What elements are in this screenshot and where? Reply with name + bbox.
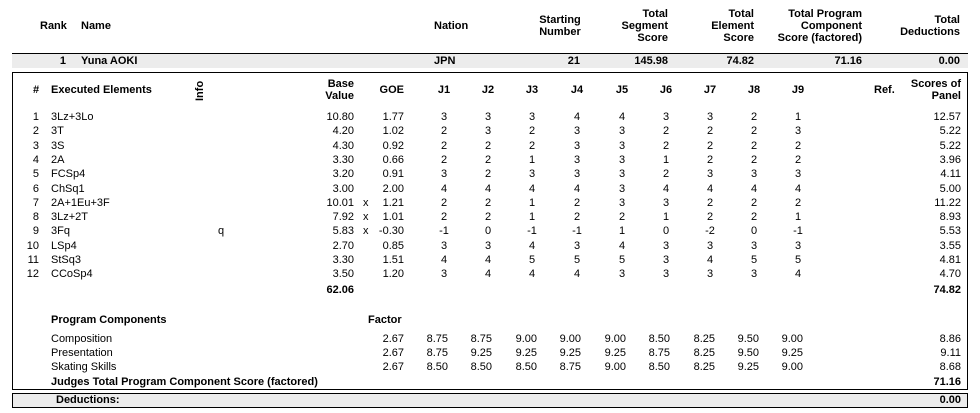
skater-name: Yuna AOKI [81, 55, 138, 67]
skater-starting-number: 21 [567, 55, 580, 67]
element-judge-score: 3 [484, 125, 492, 137]
element-number: 10 [26, 240, 39, 252]
element-name: 2A+1Eu+3F [51, 197, 110, 209]
base-value-total: 62.06 [326, 284, 354, 296]
element-judge-score: 3 [618, 168, 626, 180]
element-judge-score: -1 [793, 225, 803, 237]
element-judge-score: 3 [662, 197, 670, 209]
element-goe: 2.00 [382, 183, 404, 195]
component-judge-score: 9.00 [515, 333, 537, 345]
skater-tss: 145.98 [634, 55, 668, 67]
element-base-value: 10.80 [326, 111, 354, 123]
component-name: Skating Skills [51, 361, 117, 373]
element-judge-score: 2 [662, 140, 670, 152]
component-judge-score: 8.75 [648, 347, 670, 359]
element-judge-score: 1 [662, 211, 670, 223]
element-number: 1 [32, 111, 39, 123]
element-judge-score: 3 [750, 240, 758, 252]
element-judge-score: 2 [528, 140, 536, 152]
element-judge-score: 2 [706, 211, 714, 223]
element-judge-score: 3 [662, 111, 670, 123]
element-judge-score: 2 [662, 168, 670, 180]
deductions-row [12, 393, 968, 408]
element-judge-score: 2 [706, 125, 714, 137]
element-judge-score: 3 [662, 240, 670, 252]
element-goe: 1.01 [382, 211, 404, 223]
component-name: Composition [51, 333, 113, 345]
element-panel-score: 8.93 [939, 211, 961, 223]
element-goe: 1.21 [382, 197, 404, 209]
component-judge-score: 9.00 [781, 333, 803, 345]
skater-tes: 74.82 [726, 55, 754, 67]
element-panel-score: 3.55 [939, 240, 961, 252]
base-value-header: Base Value [325, 78, 354, 102]
executed-elements-header: Executed Elements [51, 84, 152, 96]
element-judge-score: 2 [750, 154, 758, 166]
element-judge-score: 3 [662, 268, 670, 280]
element-judge-score: -2 [705, 225, 715, 237]
element-judge-score: 4 [484, 183, 492, 195]
element-name: StSq3 [51, 254, 81, 266]
element-name: 3S [51, 140, 65, 152]
element-judge-score: -1 [439, 225, 449, 237]
element-judge-score: 3 [573, 168, 581, 180]
element-judge-score: 0 [750, 225, 758, 237]
element-panel-score: 4.11 [940, 168, 961, 180]
element-name: CCoSp4 [51, 268, 93, 280]
deductions-label: Deductions: [56, 394, 120, 406]
element-judge-score: 2 [794, 140, 802, 152]
component-judge-score: 8.25 [693, 347, 715, 359]
component-panel-score: 8.68 [939, 361, 961, 373]
element-panel-score: 5.00 [939, 183, 961, 195]
component-judge-score: 8.75 [470, 333, 492, 345]
element-goe: -0.30 [378, 225, 404, 237]
element-judge-score: 2 [618, 211, 626, 223]
element-name: 3T [51, 125, 64, 137]
element-judge-score: 4 [528, 183, 536, 195]
judge-header-4: J4 [570, 84, 584, 96]
element-judge-score: 3 [573, 125, 581, 137]
element-info: q [218, 225, 225, 237]
component-judge-score: 9.25 [604, 347, 626, 359]
element-judge-score: 4 [573, 183, 581, 195]
element-panel-score: 4.81 [939, 254, 961, 266]
component-judge-score: 9.00 [604, 333, 626, 345]
element-judge-score: 4 [618, 111, 626, 123]
element-judge-score: 0 [484, 225, 492, 237]
element-goe: 1.02 [382, 125, 404, 137]
element-name: 3Lz+3Lo [51, 111, 94, 123]
component-judge-score: 9.00 [781, 361, 803, 373]
component-judge-score: 8.75 [426, 347, 448, 359]
element-judge-score: 3 [662, 254, 670, 266]
element-base-value: 3.30 [332, 254, 354, 266]
component-judge-score: 9.25 [470, 347, 492, 359]
element-number: 5 [32, 168, 39, 180]
elements-score-total: 74.82 [933, 284, 961, 296]
element-base-value: 4.20 [332, 125, 354, 137]
element-judge-score: 3 [573, 154, 581, 166]
element-name: 3Lz+2T [51, 211, 88, 223]
nation-header: Nation [434, 20, 469, 32]
element-judge-score: 3 [618, 197, 626, 209]
element-judge-score: 1 [662, 154, 670, 166]
skater-pcs: 71.16 [834, 55, 862, 67]
judge-header-9: J9 [791, 84, 805, 96]
element-goe: 1.77 [382, 111, 404, 123]
element-judge-score: 2 [750, 197, 758, 209]
component-judge-score: 9.25 [515, 347, 537, 359]
element-judge-score: 3 [484, 111, 492, 123]
deductions-header: Total Deductions [900, 14, 960, 38]
element-judge-score: 4 [573, 268, 581, 280]
component-judge-score: 8.75 [426, 333, 448, 345]
element-judge-score: 2 [484, 140, 492, 152]
element-judge-score: 3 [440, 111, 448, 123]
element-judge-score: -1 [527, 225, 537, 237]
element-judge-score: 1 [794, 211, 802, 223]
element-judge-score: 1 [528, 154, 536, 166]
element-base-value: 10.01 [326, 197, 354, 209]
element-number: 11 [27, 254, 39, 266]
element-bonus-marker: x [363, 211, 369, 223]
element-judge-score: 2 [750, 140, 758, 152]
element-judge-score: 2 [440, 140, 448, 152]
element-judge-score: 2 [750, 211, 758, 223]
element-number: 12 [26, 268, 39, 280]
element-base-value: 3.30 [332, 154, 354, 166]
component-judge-score: 8.50 [515, 361, 537, 373]
element-goe: 1.51 [382, 254, 404, 266]
element-judge-score: 2 [573, 197, 581, 209]
element-judge-score: 1 [528, 211, 536, 223]
skater-deductions: 0.00 [938, 55, 960, 67]
element-base-value: 5.83 [332, 225, 354, 237]
element-judge-score: 2 [706, 140, 714, 152]
info-header: Info [194, 80, 206, 101]
element-judge-score: 3 [794, 168, 802, 180]
factor-header: Factor [368, 314, 402, 326]
judge-header-1: J1 [437, 84, 451, 96]
element-judge-score: 3 [440, 240, 448, 252]
judge-header-8: J8 [747, 84, 761, 96]
component-judge-score: 8.50 [648, 333, 670, 345]
component-judge-score: 8.50 [470, 361, 492, 373]
element-judge-score: 4 [706, 183, 714, 195]
skater-rank: 1 [59, 55, 66, 67]
judge-header-6: J6 [659, 84, 673, 96]
element-number: 8 [32, 211, 39, 223]
element-base-value: 2.70 [332, 240, 354, 252]
element-judge-score: 4 [662, 183, 670, 195]
element-base-value: 3.00 [332, 183, 354, 195]
element-judge-score: 3 [706, 268, 714, 280]
element-judge-score: 3 [528, 111, 536, 123]
element-goe: 0.92 [382, 140, 404, 152]
element-panel-score: 3.96 [939, 154, 961, 166]
element-number: 6 [32, 183, 39, 195]
element-judge-score: 5 [528, 254, 536, 266]
element-number: 2 [32, 125, 39, 137]
element-judge-score: 4 [440, 254, 448, 266]
element-name: ChSq1 [51, 183, 85, 195]
element-judge-score: 3 [573, 240, 581, 252]
element-name: 2A [51, 154, 65, 166]
element-number: 3 [32, 140, 39, 152]
pcs-header: Total Program Component Score (factored) [777, 8, 862, 44]
starting-number-header: Starting Number [539, 14, 581, 38]
tss-header: Total Segment Score [621, 8, 668, 44]
component-panel-score: 8.86 [939, 333, 961, 345]
component-judge-score: 8.50 [648, 361, 670, 373]
element-judge-score: 2 [706, 197, 714, 209]
goe-header: GOE [379, 84, 404, 96]
element-panel-score: 5.53 [939, 225, 961, 237]
element-judge-score: 1 [794, 111, 802, 123]
component-factor: 2.67 [382, 347, 404, 359]
element-bonus-marker: x [363, 197, 369, 209]
element-name: LSp4 [51, 240, 77, 252]
element-panel-score: 12.57 [933, 111, 961, 123]
element-judge-score: 5 [750, 254, 758, 266]
element-judge-score: 4 [618, 240, 626, 252]
element-judge-score: 5 [618, 254, 626, 266]
judge-header-3: J3 [525, 84, 539, 96]
component-judge-score: 8.25 [693, 361, 715, 373]
element-judge-score: 4 [440, 183, 448, 195]
element-judge-score: 3 [706, 111, 714, 123]
element-judge-score: 4 [573, 111, 581, 123]
element-name: FCSp4 [51, 168, 86, 180]
element-judge-score: 3 [794, 125, 802, 137]
element-panel-score: 5.22 [939, 125, 961, 137]
element-judge-score: 3 [750, 168, 758, 180]
element-judge-score: 3 [618, 154, 626, 166]
element-judge-score: 2 [794, 197, 802, 209]
pcs-total-label: Judges Total Program Component Score (factored) [51, 376, 318, 388]
element-judge-score: 2 [484, 168, 492, 180]
element-judge-score: 4 [528, 240, 536, 252]
element-judge-score: 2 [484, 211, 492, 223]
component-judge-score: 8.25 [693, 333, 715, 345]
element-base-value: 4.30 [332, 140, 354, 152]
element-judge-score: 4 [794, 183, 802, 195]
name-header: Name [81, 20, 111, 32]
component-name: Presentation [51, 347, 113, 359]
element-judge-score: 3 [618, 183, 626, 195]
element-panel-score: 5.22 [939, 140, 961, 152]
element-judge-score: 3 [794, 240, 802, 252]
element-judge-score: 4 [484, 254, 492, 266]
element-number: 9 [32, 225, 39, 237]
element-judge-score: 3 [573, 140, 581, 152]
element-judge-score: 3 [750, 268, 758, 280]
component-judge-score: 9.00 [604, 361, 626, 373]
element-judge-score: 3 [706, 240, 714, 252]
element-judge-score: 3 [618, 140, 626, 152]
program-components-header: Program Components [51, 314, 167, 326]
element-judge-score: 2 [662, 125, 670, 137]
element-judge-score: 2 [750, 125, 758, 137]
element-name: 3Fq [51, 225, 70, 237]
element-judge-score: 4 [750, 183, 758, 195]
judge-header-7: J7 [703, 84, 717, 96]
element-judge-score: 2 [794, 154, 802, 166]
element-judge-score: 3 [484, 240, 492, 252]
element-judge-score: 2 [750, 111, 758, 123]
judge-header-5: J5 [615, 84, 629, 96]
element-number: 4 [32, 154, 39, 166]
element-panel-score: 11.22 [934, 197, 961, 209]
num-header: # [33, 84, 40, 96]
component-panel-score: 9.11 [940, 347, 961, 359]
element-judge-score: 5 [573, 254, 581, 266]
component-judge-score: 9.50 [737, 333, 759, 345]
element-judge-score: 5 [794, 254, 802, 266]
ref-header: Ref. [874, 84, 895, 96]
rank-header: Rank [40, 20, 67, 32]
component-factor: 2.67 [382, 361, 404, 373]
element-goe: 0.66 [382, 154, 404, 166]
element-judge-score: 4 [794, 268, 802, 280]
element-judge-score: 3 [528, 168, 536, 180]
element-judge-score: 4 [484, 268, 492, 280]
scores-of-panel-header: Scores of Panel [910, 78, 961, 102]
element-judge-score: 3 [706, 168, 714, 180]
element-judge-score: 3 [618, 125, 626, 137]
component-factor: 2.67 [382, 333, 404, 345]
element-judge-score: 0 [662, 225, 670, 237]
deductions-value: 0.00 [939, 394, 961, 406]
element-judge-score: 2 [706, 154, 714, 166]
element-judge-score: 2 [573, 211, 581, 223]
element-judge-score: 1 [618, 225, 626, 237]
component-judge-score: 9.25 [781, 347, 803, 359]
pcs-total-value: 71.16 [933, 376, 961, 388]
judge-header-2: J2 [481, 84, 495, 96]
component-judge-score: 8.50 [426, 361, 448, 373]
component-judge-score: 9.25 [559, 347, 581, 359]
element-judge-score: 2 [440, 125, 448, 137]
element-judge-score: 2 [440, 211, 448, 223]
element-bonus-marker: x [363, 225, 369, 237]
element-judge-score: 2 [484, 197, 492, 209]
tes-header: Total Element Score [711, 8, 754, 44]
element-goe: 0.91 [382, 168, 404, 180]
element-judge-score: 1 [528, 197, 536, 209]
skater-nation: JPN [434, 55, 456, 67]
element-judge-score: 2 [484, 154, 492, 166]
component-judge-score: 9.00 [559, 333, 581, 345]
element-judge-score: 3 [440, 168, 448, 180]
component-judge-score: 9.25 [737, 361, 759, 373]
element-judge-score: 2 [528, 125, 536, 137]
element-goe: 0.85 [382, 240, 404, 252]
element-judge-score: 2 [440, 154, 448, 166]
element-base-value: 7.92 [332, 211, 354, 223]
element-judge-score: 4 [706, 254, 714, 266]
element-judge-score: 3 [618, 268, 626, 280]
component-judge-score: 8.75 [559, 361, 581, 373]
element-judge-score: 2 [440, 197, 448, 209]
component-judge-score: 9.50 [737, 347, 759, 359]
element-number: 7 [32, 197, 39, 209]
element-goe: 1.20 [382, 268, 404, 280]
element-base-value: 3.50 [332, 268, 354, 280]
element-judge-score: 3 [440, 268, 448, 280]
element-judge-score: -1 [572, 225, 582, 237]
element-base-value: 3.20 [332, 168, 354, 180]
element-panel-score: 4.70 [939, 268, 961, 280]
element-judge-score: 4 [528, 268, 536, 280]
